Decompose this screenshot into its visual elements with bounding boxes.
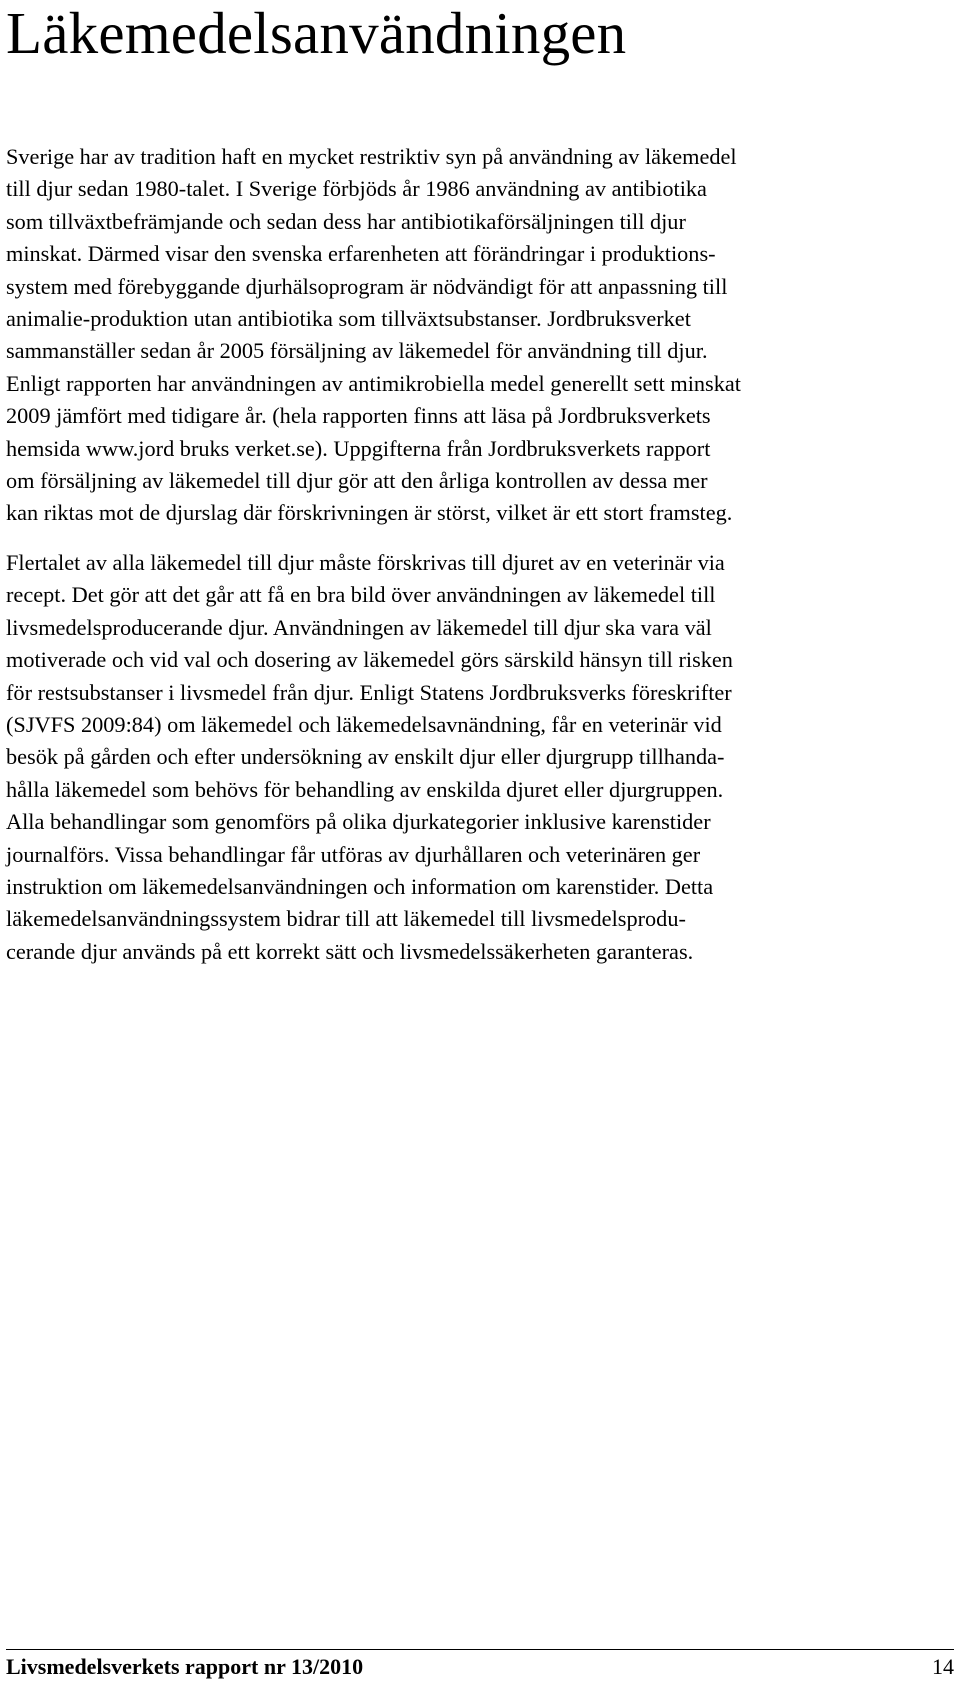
text-line: (SJVFS 2009:84) om läkemedel och läkemedelsavnändning, får en veterinär vid bbox=[6, 712, 722, 738]
text-line: animalie-produktion utan antibiotika som tillväxtsubstanser. Jordbruksverket bbox=[6, 306, 691, 332]
text-line: för restsubstanser i livsmedel från djur. Enligt Statens Jordbruksverks föreskrifter bbox=[6, 679, 732, 705]
text-line: hemsida www.jord bruks verket.se). Uppgifterna från Jordbruksverkets rapport bbox=[6, 435, 711, 461]
text-line: Enligt rapporten har användningen av antimikrobiella medel generellt sett minskat bbox=[6, 370, 741, 396]
page-title: Läkemedelsanvändningen bbox=[6, 0, 627, 66]
text-line: Flertalet av alla läkemedel till djur måste förskrivas till djuret av en veterinär via bbox=[6, 550, 725, 575]
page-footer bbox=[6, 1649, 954, 1679]
text-line: livsmedelsproducerande djur. Användningen av läkemedel till djur ska vara väl bbox=[6, 614, 712, 640]
text-line: journalförs. Vissa behandlingar får utföras av djurhållaren och veterinären ger bbox=[6, 841, 701, 867]
text-line: cerande djur används på ett korrekt sätt och livsmedelssäkerheten garanteras. bbox=[6, 938, 694, 964]
text-line: som tillväxtbefrämjande och sedan dess har antibiotikaförsäljningen till djur bbox=[6, 208, 686, 234]
paragraph-2 bbox=[6, 547, 956, 968]
text-line: recept. Det gör att det går att få en bra bild över användningen av läkemedel till bbox=[6, 582, 716, 608]
text-line: om försäljning av läkemedel till djur gör att den årliga kontrollen av dessa mer bbox=[6, 468, 708, 494]
text-line: instruktion om läkemedelsanvändningen och information om karenstider. Detta bbox=[6, 874, 714, 900]
text-line: kan riktas mot de djurslag där förskrivningen är störst, vilket är ett stort framsteg. bbox=[6, 500, 733, 526]
footer-report-title: Livsmedelsverkets rapport nr 13/2010 bbox=[6, 1654, 364, 1679]
footer-divider bbox=[6, 1649, 954, 1650]
text-line: system med förebyggande djurhälsoprogram är nödvändigt för att anpassning till bbox=[6, 273, 728, 299]
text-line: till djur sedan 1980-talet. I Sverige förbjöds år 1986 användning av antibiotika bbox=[6, 176, 707, 202]
text-line: minskat. Därmed visar den svenska erfarenheten att förändringar i produktions- bbox=[6, 241, 716, 267]
text-line: Alla behandlingar som genomförs på olika djurkategorier inklusive karenstider bbox=[6, 809, 711, 835]
text-line: motiverade och vid val och dosering av läkemedel görs särskild hänsyn till risken bbox=[6, 647, 733, 673]
text-line: läkemedelsanvändningssystem bidrar till att läkemedel till livsmedelsprodu- bbox=[6, 906, 686, 932]
text-line: 2009 jämfört med tidigare år. (hela rapporten finns att läsa på Jordbruksverkets bbox=[6, 403, 711, 429]
text-line: hålla läkemedel som behövs för behandling av enskilda djuret eller djurgruppen. bbox=[6, 776, 724, 802]
text-line: besök på gården och efter undersökning av enskilt djur eller djurgrupp tillhanda- bbox=[6, 744, 725, 770]
text-line: Sverige har av tradition haft en mycket restriktiv syn på användning av läkemedel bbox=[6, 144, 737, 169]
page-number: 14 bbox=[932, 1654, 954, 1679]
text-line: sammanställer sedan år 2005 försäljning av läkemedel för användning till djur. bbox=[6, 338, 708, 364]
paragraph-1 bbox=[6, 141, 956, 530]
